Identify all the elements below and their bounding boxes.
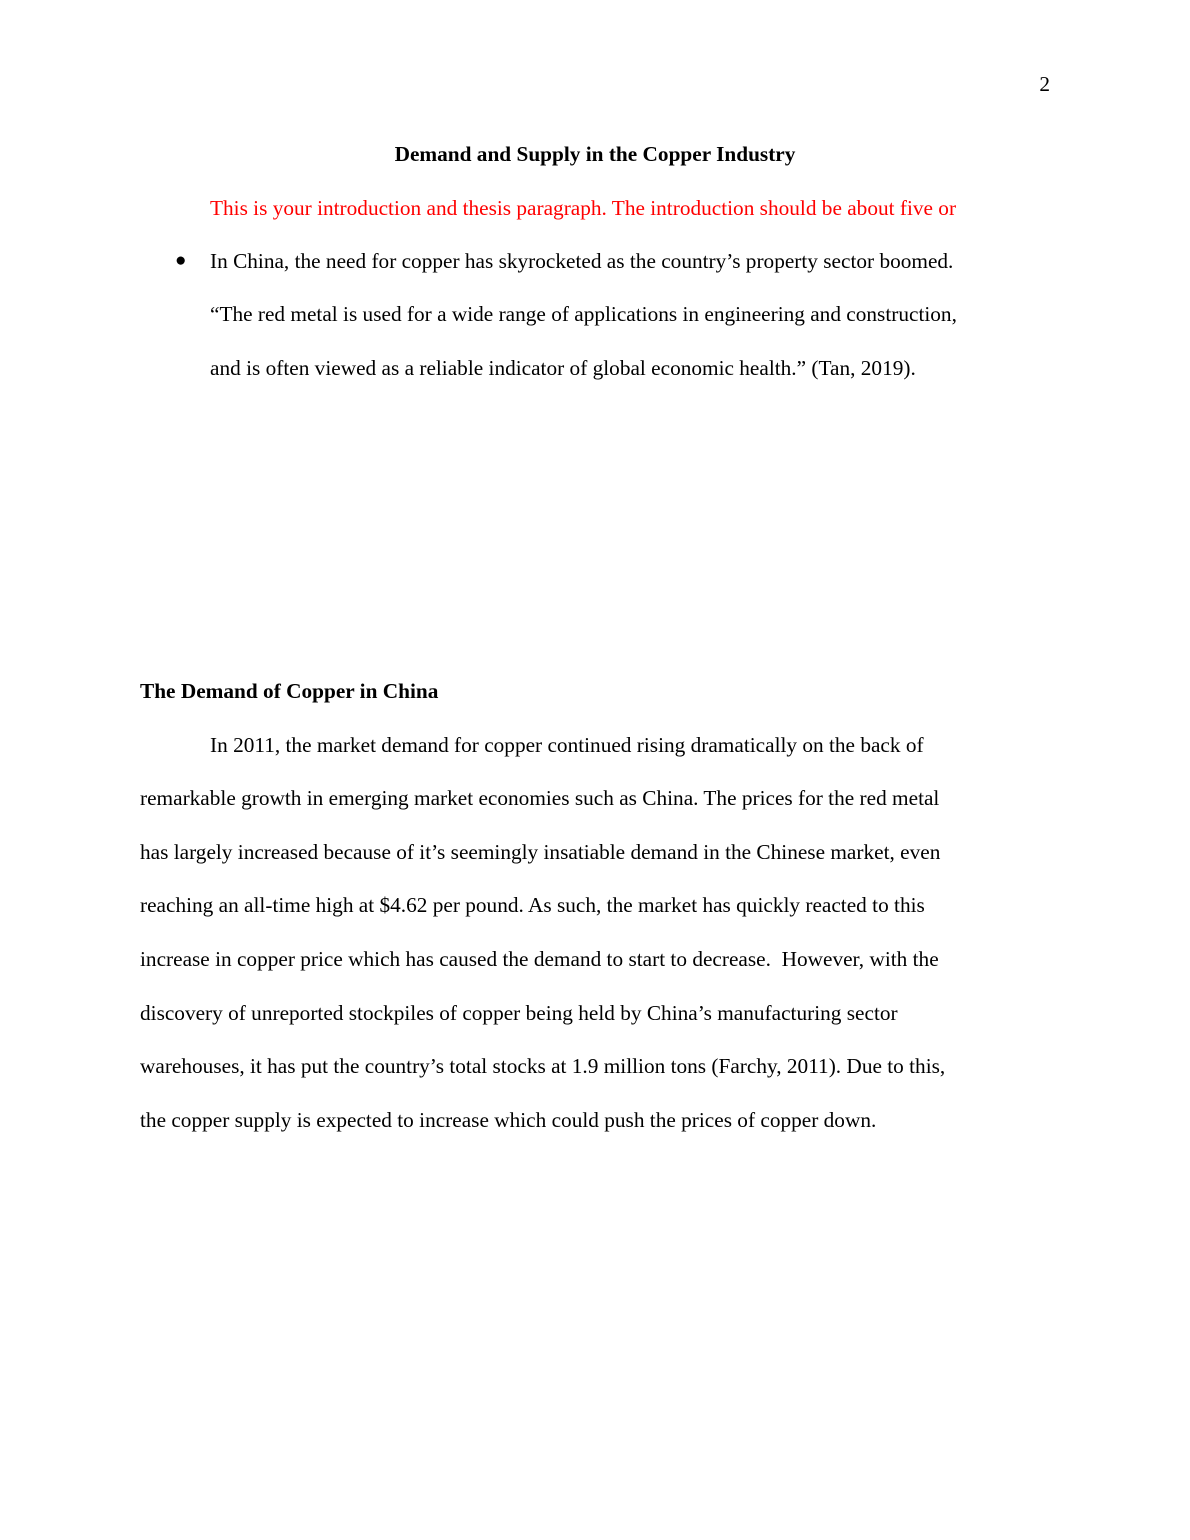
document-title: Demand and Supply in the Copper Industry [394,142,796,166]
section-heading: The Demand of Copper in China [140,679,439,703]
bullet-line: “The red metal is used for a wide range of applications in engineering and construction, [210,302,957,326]
bullet-icon: ● [175,250,187,271]
paragraph-line: has largely increased because of it’s seemingly insatiable demand in the Chinese market, even [140,840,941,864]
intro-placeholder-text: This is your introduction and thesis paragraph. The introduction should be about five or [210,196,957,220]
paragraph-line: reaching an all-time high at $4.62 per pound. As such, the market has quickly reacted to this [140,893,925,917]
bullet-line: and is often viewed as a reliable indicator of global economic health.” (Tan, 2019). [210,356,916,380]
paragraph-line: discovery of unreported stockpiles of copper being held by China’s manufacturing sector [140,1001,898,1025]
bullet-line: In China, the need for copper has skyrocketed as the country’s property sector boomed. [210,249,954,273]
paragraph-line: warehouses, it has put the country’s total stocks at 1.9 million tons (Farchy, 2011). Due to this, [140,1054,946,1078]
paragraph-line: remarkable growth in emerging market economies such as China. The prices for the red metal [140,786,940,810]
page-number: 2 [1039,72,1050,96]
paragraph-line: the copper supply is expected to increase which could push the prices of copper down. [140,1108,877,1132]
paragraph-line: increase in copper price which has caused the demand to start to decrease. However, with the [140,947,939,971]
paragraph-line: In 2011, the market demand for copper continued rising dramatically on the back of [210,733,924,757]
